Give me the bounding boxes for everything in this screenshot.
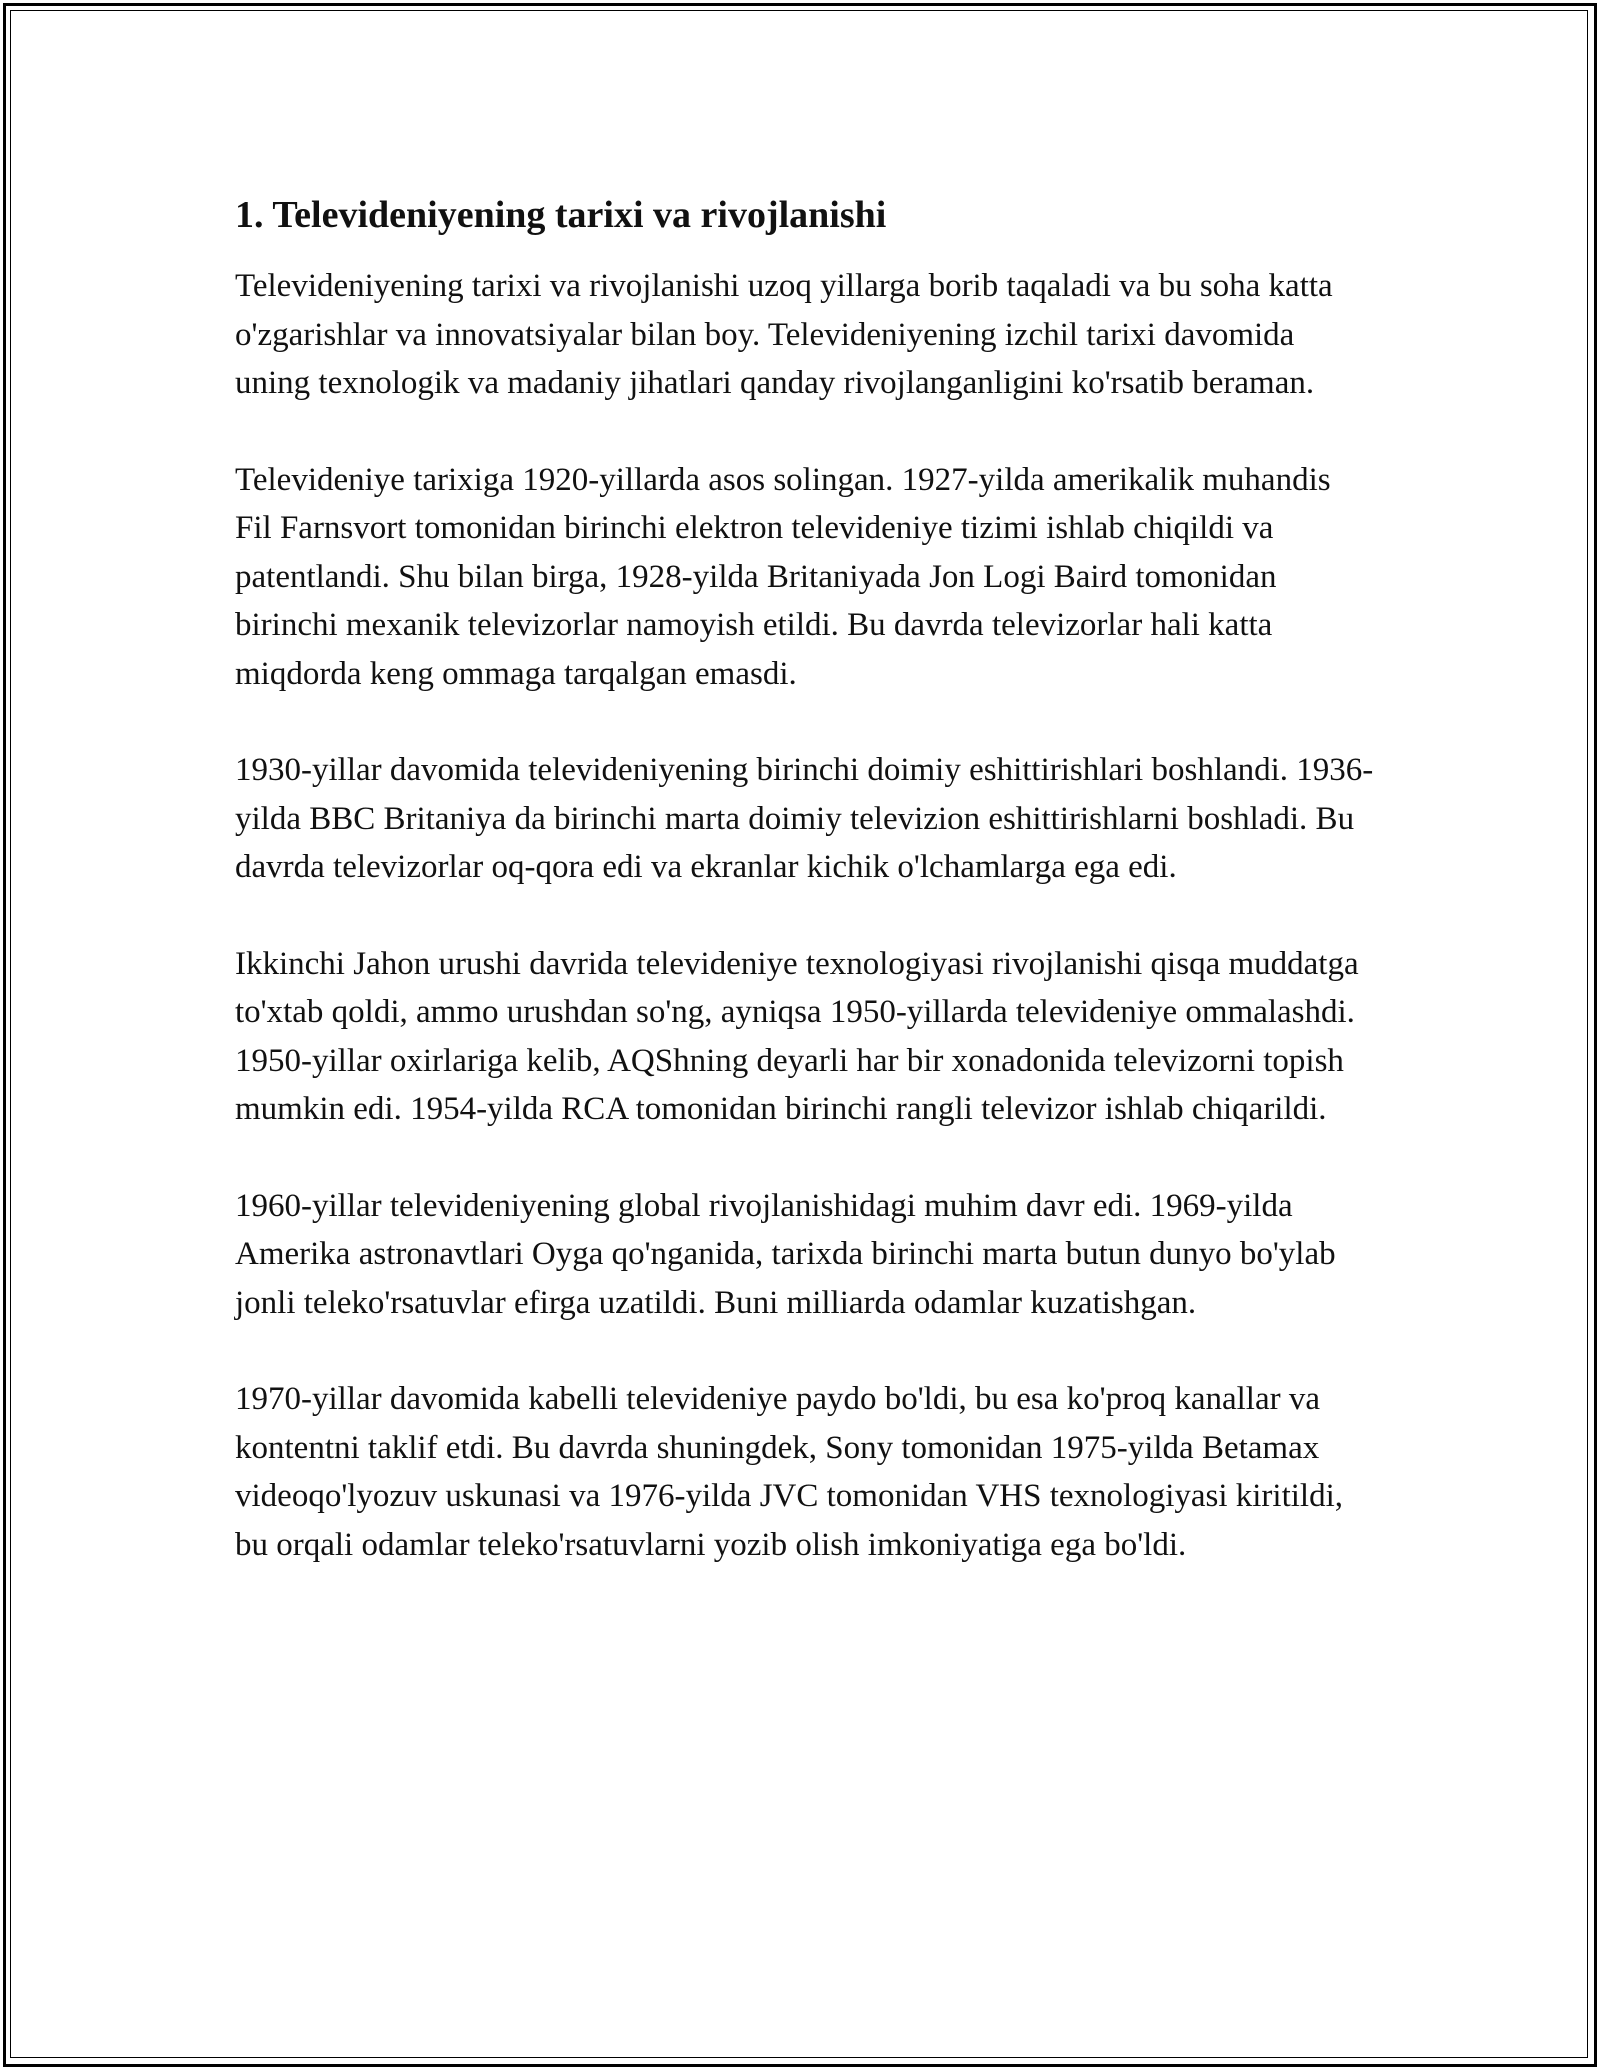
paragraph-intro: Televideniyening tarixi va rivojlanishi uzoq yillarga borib taqaladi va bu soha katta o'zgarishlar va innovatsiyalar bilan boy. Televideniyening izchil tarixi davomida uning texnologik va madaniy jihatlari qanday rivojlanganligini ko'rsatib beraman. bbox=[235, 268, 1333, 401]
paragraph-1960s: 1960-yillar televideniyening global rivojlanishidagi muhim davr edi. 1969-yilda Amerika astronavtlari Oyga qo'nganida, tarixda birinchi marta butun dunyo bo'ylab jonli teleko'rsatuvlar efirga uzatildi. Buni milliarda odamlar kuzatishgan. bbox=[235, 1187, 1336, 1321]
document-body bbox=[235, 188, 1375, 1617]
paragraph-1920s: Televideniye tarixiga 1920-yillarda asos solingan. 1927-yilda amerikalik muhandis Fil Farnsvort tomonidan birinchi elektron televideniye tizimi ishlab chiqildi va patentlandi. Shu bilan birga, 1928-yilda Britaniyada Jon Logi Baird tomonidan birinchi mexanik televizorlar namoyish etildi. Bu davrda televizorlar hali katta miqdorda keng ommaga tarqalgan emasdi. bbox=[235, 461, 1331, 692]
paragraph-1930s: 1930-yillar davomida televideniyening birinchi doimiy eshittirishlari boshlandi. 1936-yilda BBC Britaniya da birinchi marta doimiy televizion eshittirishlarni boshladi. Bu davrda televizorlar oq-qora edi va ekranlar kichik o'lchamlarga ega edi. bbox=[235, 752, 1374, 885]
paragraph-1970s: 1970-yillar davomida kabelli televideniye paydo bo'ldi, bu esa ko'proq kanallar va kontentni taklif etdi. Bu davrda shuningdek, Sony tomonidan 1975-yilda Betamax videoqo'lyozuv uskunasi va 1976-yilda JVC tomonidan VHS texnologiyasi kiritildi, bu orqali odamlar teleko'rsatuvlarni yozib olish imkoniyatiga ega bo'ldi. bbox=[235, 1381, 1344, 1563]
section-heading: 1. Televideniyening tarixi va rivojlanishi bbox=[235, 194, 887, 236]
paragraph-wwii-1950s: Ikkinchi Jahon urushi davrida televideniye texnologiyasi rivojlanishi qisqa muddatga to'xtab qoldi, ammo urushdan so'ng, ayniqsa 1950-yillarda televideniye ommalashdi. 1950-yillar oxirlariga kelib, AQShning deyarli har bir xonadonida televizorni topish mumkin edi. 1954-yilda RCA tomonidan birinchi rangli televizor ishlab chiqarildi. bbox=[235, 945, 1359, 1127]
